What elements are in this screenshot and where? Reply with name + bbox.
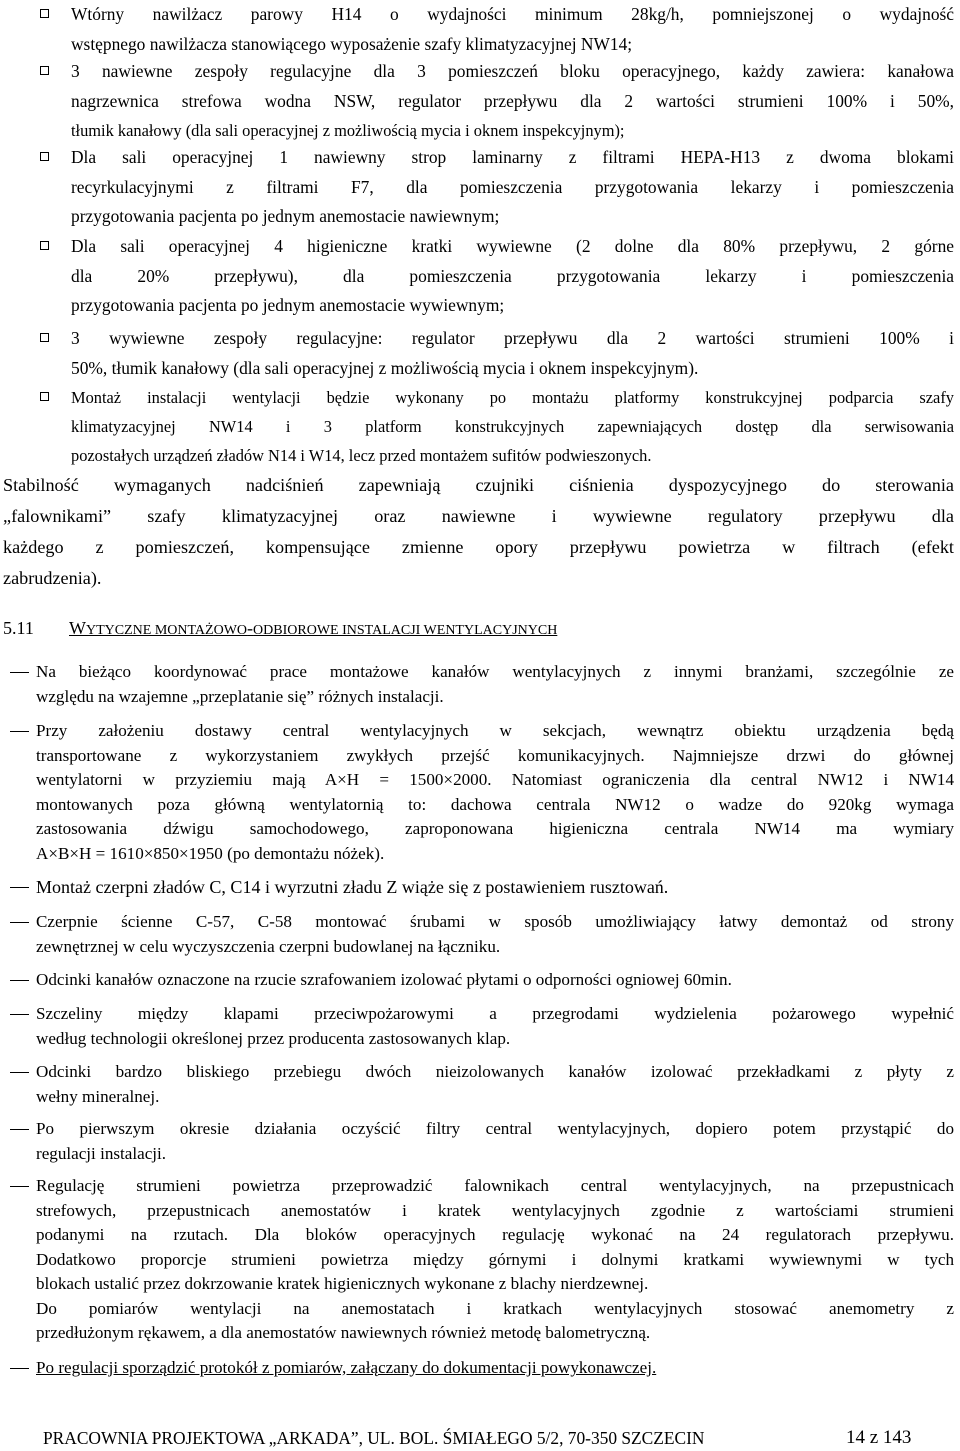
text-line: pozostałych urządzeń zładów N14 i W14, lecz przed montażem sufitów podwieszonych. — [71, 446, 652, 465]
page-footer — [0, 1428, 960, 1450]
section-number: 5.11 — [3, 618, 34, 638]
text-line: Odcinki kanałów oznaczone na rzucie szrafowaniem izolować płytami o odporności ogniowej 60min. — [36, 970, 732, 989]
text-line: zabrudzenia). — [3, 568, 102, 588]
text-line: Na bieżąco koordynować prace montażowe kanałów wentylacyjnych z innymi branżami, szczególnie ze — [36, 662, 954, 681]
dash-text — [36, 1356, 954, 1381]
text-line: Dla sali operacyjnej 1 nawiewny strop laminarny z filtrami HEPA-H13 z dwoma blokami — [71, 147, 954, 167]
bullet-box-icon — [40, 9, 49, 18]
dash-marker — [10, 672, 29, 673]
text-line: Montaż instalacji wentylacji będzie wykonany po montażu platformy konstrukcyjnej podparcia szafy — [71, 388, 954, 407]
text-line: 50%, tłumik kanałowy (dla sali operacyjnej z możliwością mycia i oknem inspekcyjnym). — [71, 357, 699, 378]
stability-paragraph — [3, 470, 954, 594]
dash-text — [36, 1060, 954, 1109]
dash-text — [36, 1117, 954, 1166]
section-title-part: - — [247, 618, 254, 638]
text-line: Odcinki bardzo bliskiego przebiegu dwóch nieizolowanych kanałów izolować przekładkami z płyty z — [36, 1062, 954, 1081]
text-line: „falownikami” szafy klimatyzacyjnej oraz nawiewne i wywiewne regulatory przepływu dla — [3, 506, 954, 526]
dash-marker — [10, 731, 29, 732]
bullet-text — [71, 0, 954, 59]
text-line: blokach ustalić przez dokrzowanie kratek higienicznych wykonane z blachy nierdzewnej. — [36, 1274, 649, 1293]
section-title — [69, 618, 557, 638]
underlined-text: Po regulacji sporządzić protokół z pomiarów, załączany do dokumentacji powykonawczej. — [36, 1358, 657, 1377]
dash-marker — [10, 1072, 29, 1073]
dash-text — [36, 875, 954, 899]
text-line: podanymi na rzutach. Dla bloków operacyjnych regulację wykonać na 24 regulatorach przepływu. — [36, 1225, 954, 1244]
dash-marker — [10, 1129, 29, 1130]
dash-text — [36, 1174, 954, 1346]
text-line — [36, 1356, 954, 1381]
text-line: dla 20% przepływu), dla pomieszczenia przygotowania lekarzy i pomieszczenia — [71, 265, 954, 286]
text-line: Dla sali operacyjnej 4 higieniczne kratki wywiewne (2 dolne dla 80% przepływu, 2 górne — [71, 236, 954, 256]
text-line: przygotowania pacjenta po jednym anemostacie wywiewnym; — [71, 295, 505, 315]
section-title-part: ODBIOROWE INSTALACJI WENTYLACYJNYCH — [253, 623, 558, 638]
text-line: Montaż czerpni zładów C, C14 i wyrzutni zładu Z wiąże się z postawieniem rusztowań. — [36, 877, 669, 897]
dash-marker — [10, 1014, 29, 1015]
dash-text — [36, 1002, 954, 1051]
bullet-text — [71, 57, 954, 146]
text-line: każdego z pomieszczeń, kompensujące zmienne opory przepływu powietrza w filtrach (efekt — [3, 537, 954, 557]
text-line: A×B×H = 1610×850×1950 (po demontażu nóżek). — [36, 843, 385, 863]
dash-text — [36, 968, 954, 993]
text-line: recyrkulacyjnymi z filtrami F7, dla pomieszczenia przygotowania lekarzy i pomieszczenia — [71, 176, 954, 197]
section-title-part: W — [69, 618, 86, 638]
text-line: Stabilność wymaganych nadciśnień zapewniają czujniki ciśnienia dyspozycyjnego do sterowania — [3, 475, 954, 495]
text-line: Przy założeniu dostawy central wentylacyjnych w sekcjach, wewnątrz obiektu urządzenia będą — [36, 721, 954, 740]
section-title-part: OWO — [213, 623, 248, 638]
dash-text — [36, 910, 954, 959]
dash-marker — [10, 887, 29, 888]
text-line: Szczeliny między klapami przeciwpożarowymi a przegrodami wydzielenia pożarowego wypełnić — [36, 1004, 954, 1023]
text-line: montowanych poza główną wentylatornią to: dachowa centrala NW12 o wadze do 920kg wymaga — [36, 794, 954, 814]
section-heading — [3, 618, 557, 639]
text-line: wentylatorni w przyziemiu mają A×H = 1500×2000. Natomiast ograniczenia dla central NW12 i NW14 — [36, 770, 954, 789]
text-line: tłumik kanałowy (dla sali operacyjnej z możliwością mycia i oknem inspekcyjnym); — [71, 121, 625, 140]
dash-text — [36, 660, 954, 709]
dash-marker — [10, 1368, 29, 1369]
bullet-text — [71, 324, 954, 383]
bullet-box-icon — [40, 152, 49, 161]
text-line: względu na wzajemne „przeplatanie się” różnych instalacji. — [36, 686, 444, 706]
text-line: 3 nawiewne zespoły regulacyjne dla 3 pomieszczeń bloku operacyjnego, każdy zawiera: kanałowa — [71, 61, 954, 81]
bullet-box-icon — [40, 66, 49, 75]
dash-marker — [10, 1186, 29, 1187]
bullet-box-icon — [40, 241, 49, 250]
text-line: regulacji instalacji. — [36, 1143, 167, 1163]
bullet-text — [71, 143, 954, 232]
text-line: przygotowania pacjenta po jednym anemostacie nawiewnym; — [71, 206, 500, 226]
text-line: Czerpnie ścienne C-57, C-58 montować śrubami w sposób umożliwiający łatwy demontaż od strony — [36, 912, 954, 931]
bullet-text — [71, 232, 954, 321]
dash-text — [36, 719, 954, 866]
text-line: Dodatkowo proporcje strumieni powietrza między górnymi i dolnymi kratkami wywiewnymi w tych — [36, 1249, 954, 1269]
text-line: zewnętrznej w celu wyczyszczenia czerpni budowlanej na łączniku. — [36, 936, 501, 956]
text-line: Wtórny nawilżacz parowy H14 o wydajności minimum 28kg/h, pomniejszonej o wydajność — [71, 4, 954, 24]
bullet-text — [71, 383, 954, 470]
text-line: przedłużonym rękawem, a dla anemostatów nawiewnych również metodę balometryczną. — [36, 1323, 651, 1342]
text-line: według technologii określonej przez producenta zastosowanych klap. — [36, 1028, 511, 1048]
section-title-part: YTYCZNE MONTA — [86, 623, 206, 638]
bullet-box-icon — [40, 392, 49, 401]
text-line: zastosowania dźwigu samochodowego, zaproponowana higieniczna centrala NW14 ma wymiary — [36, 819, 954, 838]
text-line: Do pomiarów wentylacji na anemostatach i kratkach wentylacyjnych stosować anemometry z — [36, 1298, 954, 1318]
text-line: Po pierwszym okresie działania oczyścić filtry central wentylacyjnych, dopiero potem przystąpić do — [36, 1119, 954, 1138]
page-number: 14 z 143 — [846, 1427, 912, 1448]
section-title-part: Ż — [205, 623, 214, 638]
text-line: 3 wywiewne zespoły regulacyjne: regulator przepływu dla 2 wartości strumieni 100% i — [71, 328, 954, 348]
dash-marker — [10, 922, 29, 923]
text-line: strefowych, przepustnicach anemostatów i kratek wentylacyjnych zgodnie z wartościami strumieni — [36, 1200, 954, 1220]
text-line: nagrzewnica strefowa wodna NSW, regulator przepływu dla 2 wartości strumieni 100% i 50%, — [71, 90, 954, 111]
text-line: transportowane z wykorzystaniem zwykłych przejść komunikacyjnych. Najmniejsze drzwi do głównej — [36, 745, 954, 765]
text-line: klimatyzacyjnej NW14 i 3 platform konstrukcyjnych zapewniających dostęp dla serwisowania — [71, 417, 954, 436]
text-line: wełny mineralnej. — [36, 1086, 160, 1106]
bullet-box-icon — [40, 333, 49, 342]
text-line: wstępnego nawilżacza stanowiącego wyposażenie szafy klimatyzacyjnej NW14; — [71, 33, 633, 54]
footer-company: PRACOWNIA PROJEKTOWA „ARKADA”, UL. BOL. ŚMIAŁEGO 5/2, 70-350 SZCZECIN — [43, 1428, 705, 1448]
dash-marker — [10, 980, 29, 981]
text-line: Regulację strumieni powietrza przeprowadzić falownikach central wentylacyjnych, na przepustnicach — [36, 1176, 954, 1195]
